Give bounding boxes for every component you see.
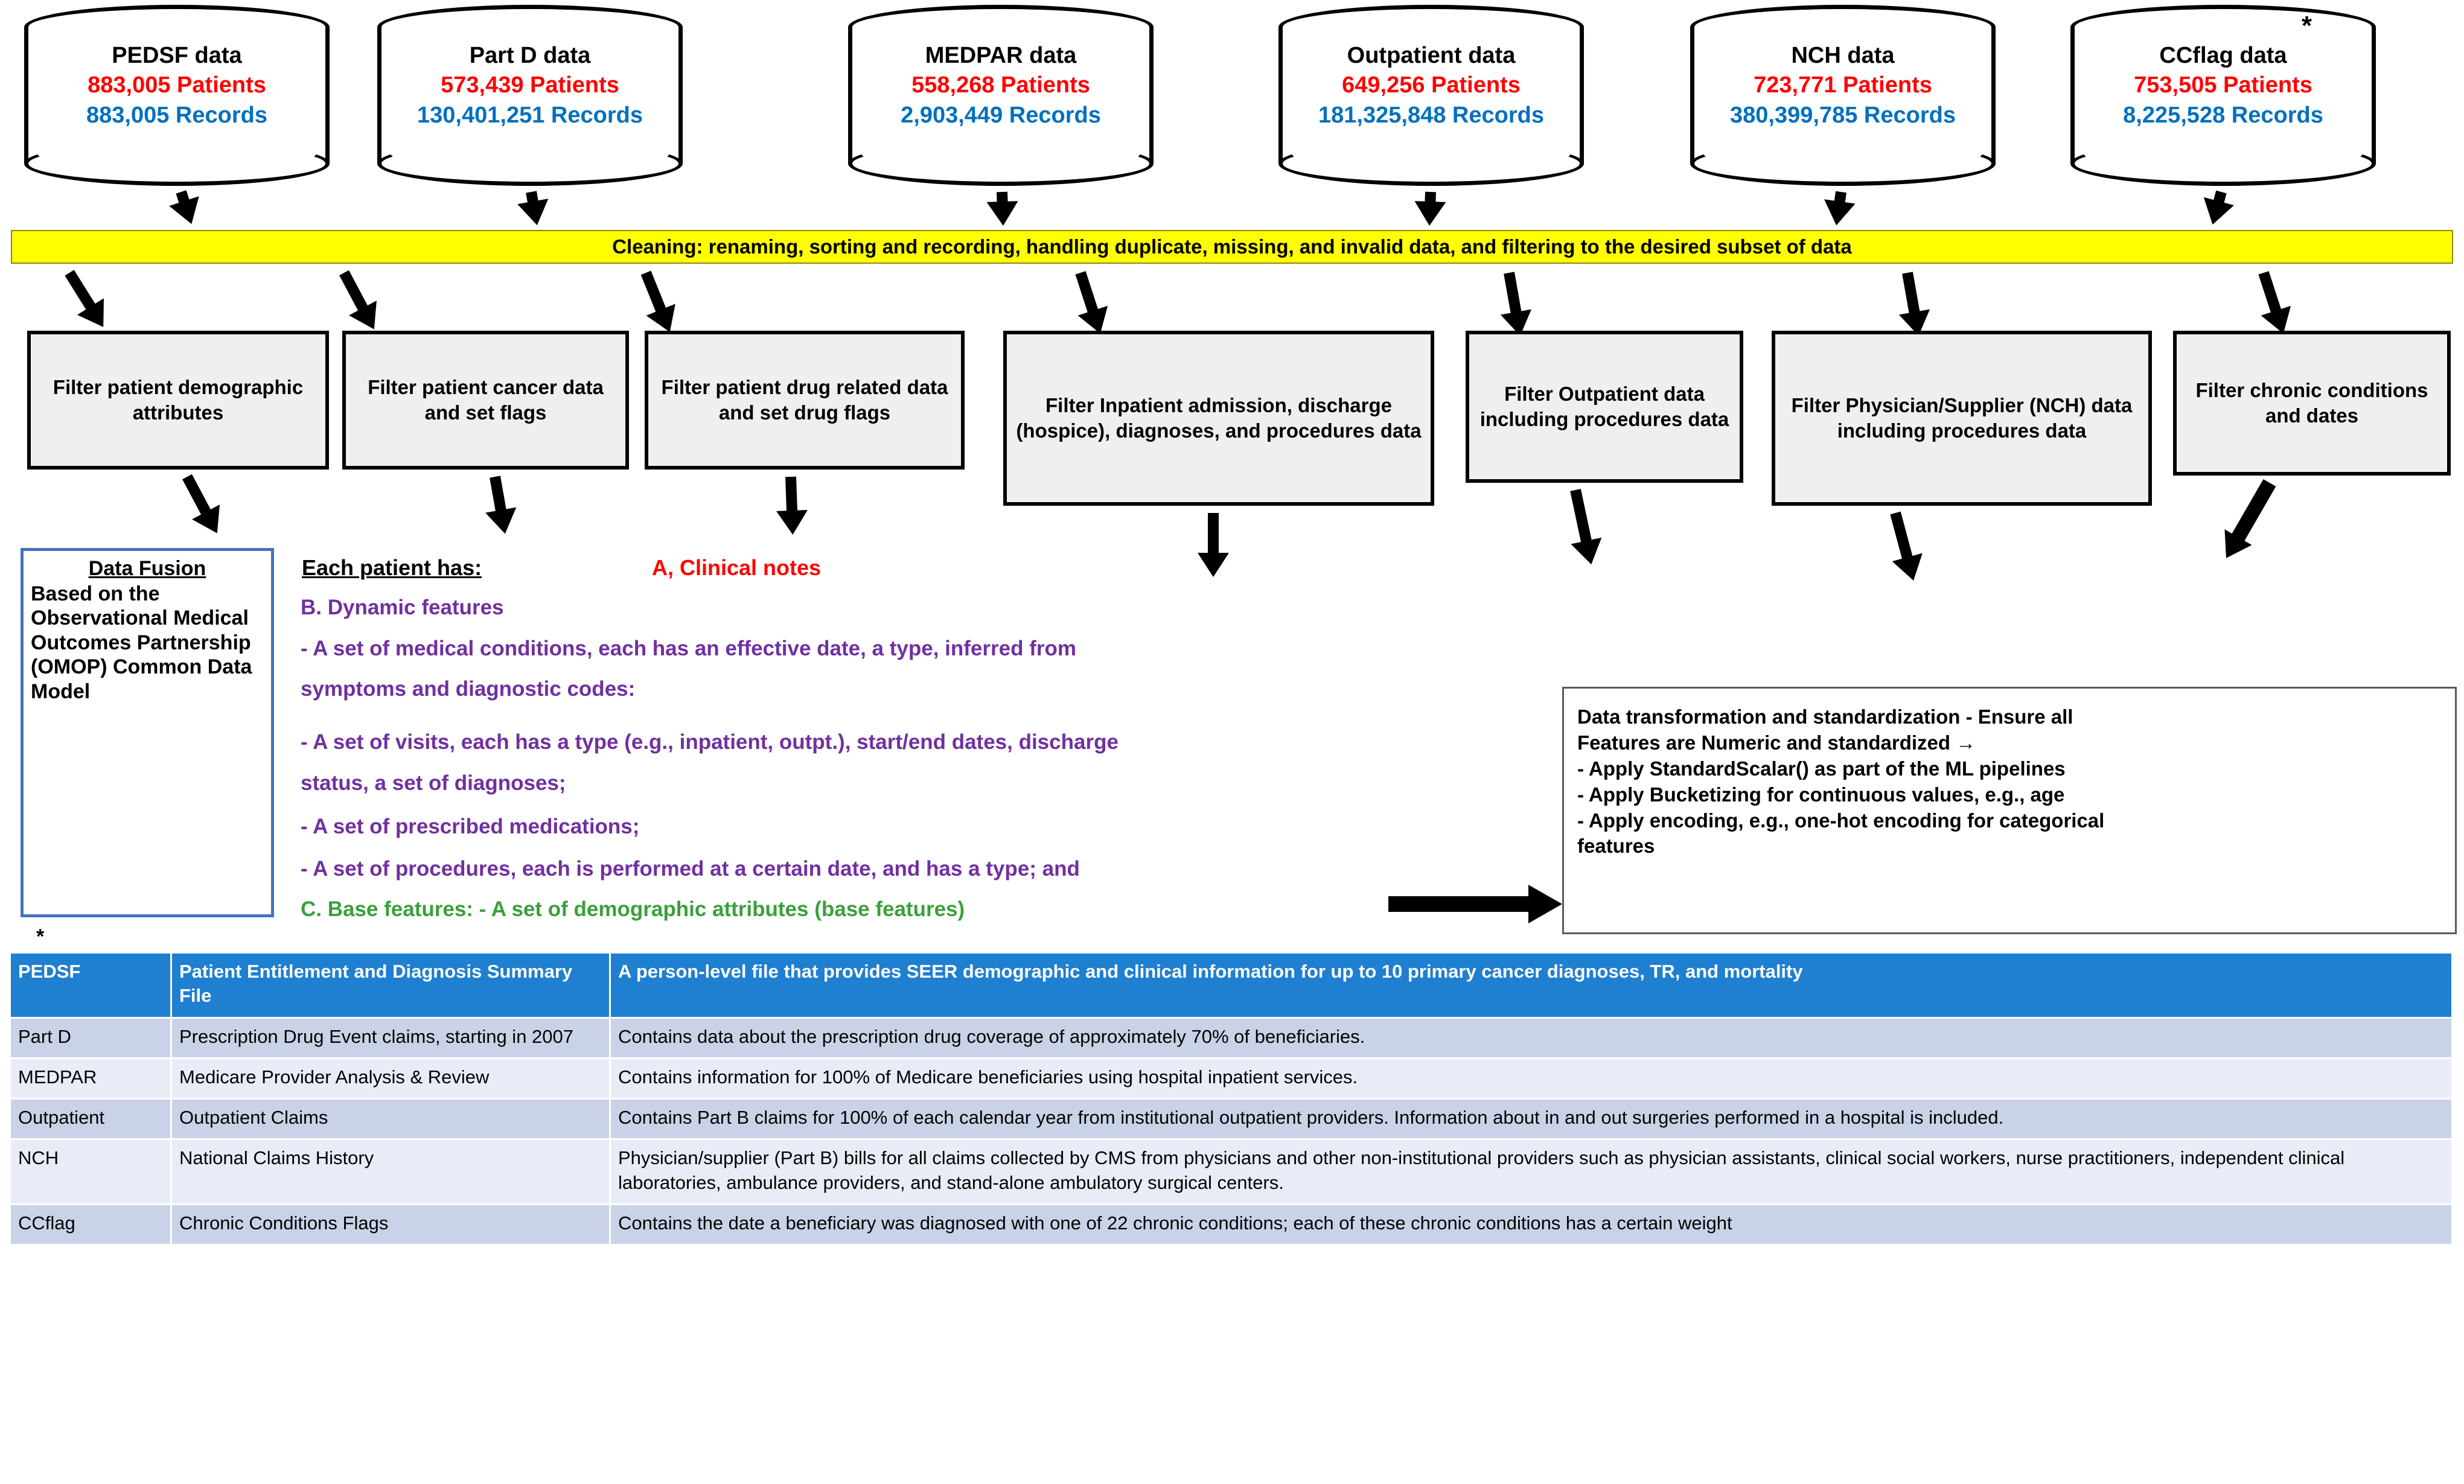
filter-box-label: Filter patient cancer data and set flags (368, 375, 604, 424)
table-row (11, 1058, 2453, 1098)
table-cell-name: Patient Entitlement and Diagnosis Summary File (171, 954, 610, 1017)
table-row (11, 1139, 2453, 1205)
source-records: 130,401,251 Records (417, 102, 643, 128)
table-cell-abbr: Part D (11, 1017, 171, 1058)
dynamic-feature-line-5: - A set of prescribed medications; (301, 815, 640, 838)
table-cell-abbr: CCflag (11, 1205, 171, 1245)
arrow-outpatient-to-cleaning (1429, 192, 1431, 228)
source-name: Part D data (469, 43, 591, 68)
source-name: MEDPAR data (925, 43, 1077, 68)
arrow-nch-to-cleaning (1836, 192, 1841, 228)
data-fusion-box (21, 548, 274, 917)
cleaning-banner-text: Cleaning: renaming, sorting and recording, handling duplicate, missing, and invalid data, and filtering to the desired subset of data (612, 235, 1852, 258)
dynamic-feature-line-2: symptoms and diagnostic codes: (301, 677, 636, 701)
filter-box-label: Filter patient demographic attributes (53, 375, 304, 424)
dynamic-feature-line-4: status, a set of diagnoses; (301, 771, 566, 795)
source-patients: 558,268 Patients (911, 72, 1090, 98)
filter-box-label: Filter Outpatient data including procedures data (1479, 382, 1729, 430)
dynamic-features-title: B. Dynamic features (301, 596, 504, 619)
transform-line-1: Data transformation and standardization - Ensure all (1577, 705, 2073, 728)
asterisk-marker: * (2301, 11, 2312, 40)
source-name: CCflag data (2159, 43, 2287, 68)
table-cell-desc: Contains data about the prescription drug coverage of approximately 70% of beneficiaries. (610, 1017, 2453, 1058)
table-cell-name: Prescription Drug Event claims, starting in 2007 (171, 1017, 610, 1058)
table-cell-desc: Contains information for 100% of Medicare beneficiaries using hospital inpatient services. (610, 1058, 2453, 1098)
table-cell-abbr: PEDSF (11, 954, 171, 1017)
cylinder-bottom-ellipse (1278, 141, 1584, 186)
source-name: NCH data (1791, 43, 1895, 68)
source-records: 8,225,528 Records (2123, 102, 2323, 128)
data-sources-table (11, 954, 2453, 1246)
table-cell-desc: Physician/supplier (Part B) bills for all claims collected by CMS from physicians and other non-institutional providers such as physician assistants, clinical social workers, nurse practitioners, independent clinical laboratories, ambulance providers, and stand-alone ambulatory surgical centers. (610, 1139, 2453, 1205)
arrow-filter3-down (791, 477, 793, 543)
cylinder-bottom-ellipse (377, 141, 683, 186)
arrow-filter6-down (1895, 513, 1916, 589)
table-cell-name: National Claims History (171, 1139, 610, 1205)
arrow-filter7-down (2221, 483, 2270, 567)
filter-box-label: Filter Physician/Supplier (NCH) data including procedures data (1791, 393, 2133, 442)
data-source-cylinder-pedsf (24, 5, 338, 186)
transform-line-2: Features are Numeric and standardized → (1577, 731, 1976, 754)
filter-box-label: Filter chronic conditions and dates (2195, 378, 2428, 427)
arrow-cleaning-to-filter-2 (344, 273, 378, 337)
arrow-filter2-down (495, 477, 506, 542)
data-fusion-title: Data Fusion (88, 557, 206, 580)
arrow-medpar-to-cleaning (1002, 192, 1003, 228)
cylinder-bottom-ellipse (848, 141, 1154, 186)
cleaning-banner (11, 230, 2453, 264)
data-source-cylinder-nch (1690, 5, 2004, 186)
source-name: PEDSF data (112, 43, 242, 68)
source-records: 181,325,848 Records (1318, 102, 1544, 128)
source-patients: 723,771 Patients (1754, 72, 1932, 98)
table-cell-abbr: Outpatient (11, 1099, 171, 1139)
table-cell-desc: A person-level file that provides SEER demographic and clinical information for up to 10 primary cancer diagnoses, TR, and mortality (610, 954, 2453, 1017)
data-source-cylinder-ccflag (2070, 5, 2384, 186)
data-fusion-body: Based on the Observational Medical Outcomes Partnership (OMOP) Common Data Model (31, 582, 252, 703)
cylinder-bottom-ellipse (24, 141, 330, 186)
arrow-ccflag-to-cleaning (2212, 192, 2221, 227)
filter-box-cancer (342, 331, 629, 470)
base-features-line: C. Base features: - A set of demographic attributes (base features) (301, 897, 965, 921)
table-cell-name: Chronic Conditions Flags (171, 1205, 610, 1245)
filter-box-nch (1772, 331, 2152, 506)
table-cell-name: Outpatient Claims (171, 1099, 610, 1139)
filter-box-demographics (27, 331, 329, 470)
arrow-pedsf-to-cleaning (181, 192, 193, 226)
data-source-cylinder-outpatient (1278, 5, 1592, 186)
data-source-cylinder-partd (377, 5, 691, 186)
cylinder-bottom-ellipse (1690, 141, 1996, 186)
transform-line-6: features (1577, 835, 1655, 858)
filter-box-inpatient (1003, 331, 1434, 506)
table-cell-abbr: NCH (11, 1139, 171, 1205)
cylinder-bottom-ellipse (2070, 141, 2376, 186)
arrow-cleaning-to-filter-1 (69, 273, 108, 334)
source-records: 883,005 Records (86, 102, 267, 128)
transform-line-5: - Apply encoding, e.g., one-hot encoding for categorical (1577, 809, 2105, 832)
transform-line-3: - Apply StandardScalar() as part of the ML pipelines (1577, 757, 2066, 780)
arrow-filter5-down (1575, 490, 1593, 573)
filter-box-label: Filter patient drug related data and set drug flags (661, 375, 948, 424)
asterisk-footnote: * (36, 925, 45, 948)
source-patients: 649,256 Patients (1342, 72, 1521, 98)
source-records: 2,903,449 Records (901, 102, 1101, 128)
transform-line-4: - Apply Bucketizing for continuous values, e.g., age (1577, 783, 2065, 806)
table-cell-desc: Contains the date a beneficiary was diagnosed with one of 22 chronic conditions; each of these chronic conditions has a certain weight (610, 1205, 2453, 1245)
arrow-filter1-down (187, 477, 221, 541)
dynamic-feature-line-3: - A set of visits, each has a type (e.g., inpatient, outpt.), start/end dates, discharge (301, 730, 1119, 754)
dynamic-feature-line-1: - A set of medical conditions, each has an effective date, a type, inferred from (301, 637, 1076, 660)
arrow-cleaning-to-filter-3 (646, 273, 673, 340)
clinical-notes-label: A, Clinical notes (652, 555, 822, 580)
table-row (11, 1205, 2453, 1245)
source-name: Outpatient data (1347, 43, 1516, 68)
data-source-cylinder-medpar (848, 5, 1162, 186)
source-patients: 573,439 Patients (441, 72, 619, 98)
arrow-partd-to-cleaning (531, 192, 537, 228)
dynamic-feature-line-6: - A set of procedures, each is performed at a certain date, and has a type; and (301, 857, 1080, 881)
source-patients: 753,505 Patients (2134, 72, 2312, 98)
filter-box-outpatient (1466, 331, 1743, 483)
table-cell-desc: Contains Part B claims for 100% of each calendar year from institutional outpatient providers. Information about in and out surgeries performed in a hospital is included. (610, 1099, 2453, 1139)
table-row (11, 1099, 2453, 1139)
data-transformation-box (1562, 687, 2457, 934)
table-row (11, 1017, 2453, 1058)
table-cell-abbr: MEDPAR (11, 1058, 171, 1098)
each-patient-header: Each patient has: (302, 555, 482, 580)
table-cell-name: Medicare Provider Analysis & Review (171, 1058, 610, 1098)
source-records: 380,399,785 Records (1730, 102, 1956, 128)
table-row (11, 954, 2453, 1017)
filter-box-label: Filter Inpatient admission, discharge (hospice), diagnoses, and procedures data (1016, 393, 1422, 442)
source-patients: 883,005 Patients (88, 72, 266, 98)
filter-box-chronic (2173, 331, 2451, 476)
filter-box-drug (645, 331, 965, 470)
